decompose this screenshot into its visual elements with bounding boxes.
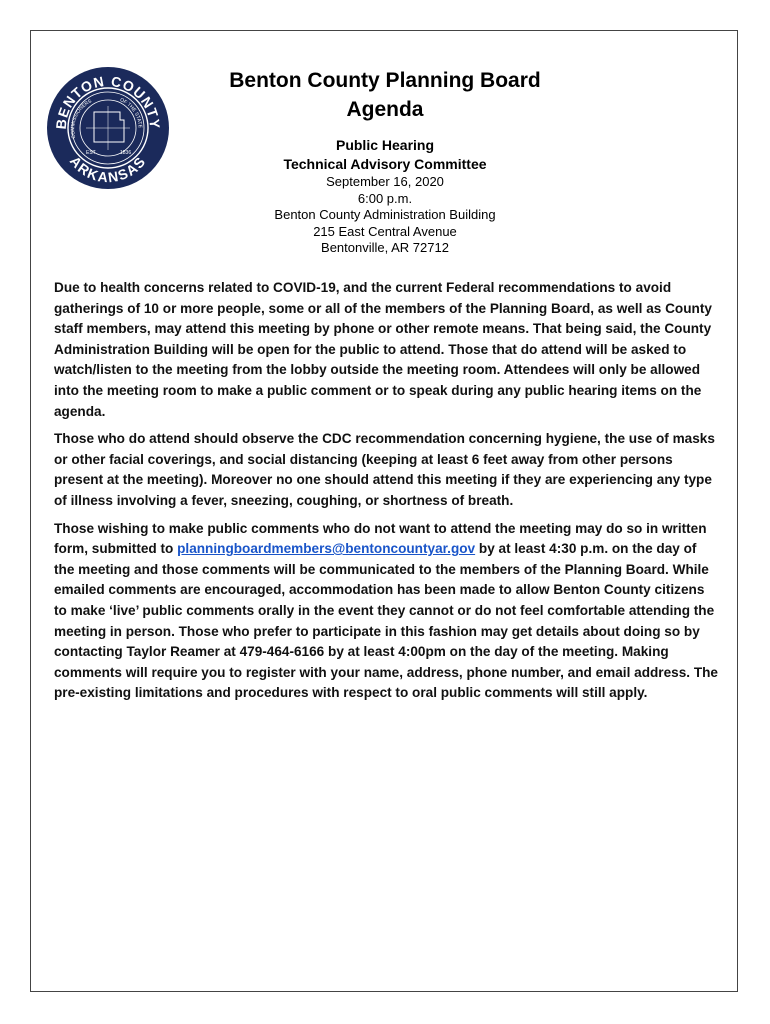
page-title: Benton County Planning Board: [229, 69, 541, 92]
paragraph-covid-notice: Due to health concerns related to COVID-19, and the current Federal recommendations to avoid gatherings of 10 or more people, some or all of the members of the Planning Board, as well as County staff members, may attend this meeting by phone or other remote means. That being said, the County Administration Building will be open for the public to attend. Those that do attend will be asked to watch/listen to the meeting from the lobby outside the meeting room. Attendees will only be allowed into the meeting room to make a public comment or to speak during any public hearing items on the agenda.: [54, 280, 712, 419]
meeting-city: Bentonville, AR 72712: [321, 240, 449, 255]
agenda-header: [210, 66, 560, 257]
notice-body: [54, 278, 718, 711]
subtitle-public-hearing: Public Hearing: [335, 137, 435, 153]
seal-est-left: EST: [86, 150, 96, 156]
meeting-venue: Benton County Administration Building: [274, 207, 496, 222]
seal-top-text: BENTON COUNTY: [52, 72, 164, 130]
paragraph-public-comments: [54, 519, 718, 704]
paragraph-cdc-guidance: Those who do attend should observe the CDC recommendation concerning hygiene, the use of masks or other facial coverings, and social distancing (keeping at least 6 feet away from other persons present at the meeting). Moreover no one should attend this meeting if they are experiencing any type of illness involving a fever, sneezing, coughing, or shortness of breath.: [54, 431, 715, 508]
seal-inner-right: OF THE STATE: [118, 97, 143, 129]
comments-text-before: Those wishing to make public comments who do not want to attend the meeting may do so in written form, submitted to: [54, 520, 707, 557]
subtitle-committee: Technical Advisory Committee: [283, 156, 487, 172]
meeting-street: 215 East Central Avenue: [313, 223, 457, 239]
meeting-time: 6:00 p.m.: [357, 190, 413, 206]
county-seal-icon: [46, 66, 170, 190]
meeting-date: September 16, 2020: [326, 174, 444, 189]
comments-text-after: by at least 4:30 p.m. on the day of the meeting and those comments will be communicated to the members of the Planning Board. While emailed comments are encouraged, accommodation has been made to allow Benton County citizens to make ‘live’ public comments orally in the event they cannot or do not feel comfortable attending the meeting in person. Those who prefer to participate in this fashion may get details about doing so by contacting Taylor Reamer at 479-464-6166 by at least 4:00pm on the day of the meeting. Making comments will require you to register with your name, address, phone number, and email address. The pre-existing limitations and procedures with respect to oral public comments will still apply.: [54, 541, 718, 701]
seal-bottom-text: ARKANSAS: [66, 152, 150, 186]
seal-est-right: 1836: [120, 150, 132, 156]
page-title-agenda: Agenda: [346, 98, 424, 121]
seal-inner-left: COMMISSIONERS: [70, 98, 93, 140]
email-link[interactable]: planningboardmembers@bentoncountyar.gov: [177, 541, 476, 557]
